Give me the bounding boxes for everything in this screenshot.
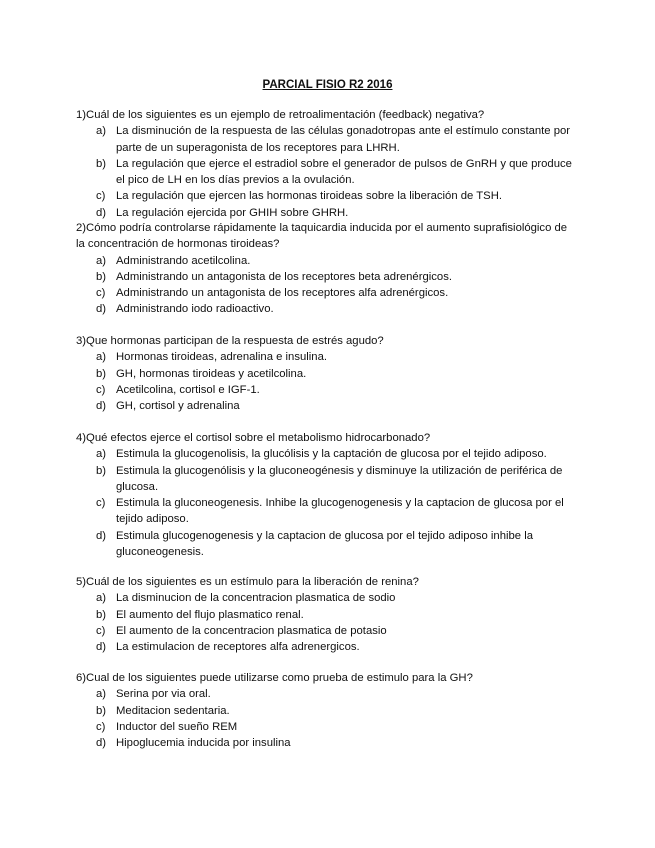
option-c: [76, 623, 576, 639]
option-letter: d): [96, 206, 107, 219]
question-stem: 4)Qué efectos ejerce el cortisol sobre el metabolismo hidrocarbonado?: [76, 432, 431, 444]
option-letter: a): [96, 592, 107, 605]
option-text: El aumento de la concentracion plasmatica de potasio: [116, 624, 387, 637]
option-d: [76, 301, 576, 317]
option-letter: c): [96, 497, 106, 510]
options-list: [76, 349, 576, 414]
question-4: [76, 430, 576, 560]
option-text: La disminución de la respuesta de las células gonadotropas ante el estímulo constante por parte de un superagonista de los receptores para LHRH.: [116, 125, 571, 154]
option-b: [76, 703, 576, 719]
option-letter: b): [96, 608, 107, 621]
question-6: [76, 670, 576, 751]
option-letter: a): [96, 448, 107, 461]
option-letter: b): [96, 270, 107, 283]
option-c: [76, 495, 576, 528]
option-text: Administrando un antagonista de los receptores alfa adrenérgicos.: [116, 287, 449, 300]
option-letter: b): [96, 464, 107, 477]
option-a: [76, 686, 576, 702]
options-list: [76, 686, 576, 751]
option-letter: a): [96, 688, 107, 701]
options-list: [76, 446, 576, 560]
option-d: [76, 398, 576, 414]
option-text: La estimulacion de receptores alfa adrenergicos.: [116, 641, 360, 654]
option-letter: b): [96, 704, 107, 717]
option-b: [76, 269, 576, 285]
option-d: [76, 639, 576, 655]
option-c: [76, 188, 576, 204]
option-letter: c): [96, 383, 106, 396]
question-stem: 6)Cual de los siguientes puede utilizarse como prueba de estimulo para la GH?: [76, 672, 473, 684]
option-letter: a): [96, 254, 107, 267]
option-letter: b): [96, 157, 107, 170]
option-text: Estimula la gluconeogenesis. Inhibe la glucogenogenesis y la captacion de glucosa por el tejido adiposo.: [116, 497, 564, 526]
option-letter: c): [96, 624, 106, 637]
question-5: [76, 574, 576, 655]
question-stem: 5)Cuál de los siguientes es un estímulo para la liberación de renina?: [76, 576, 419, 588]
option-text: Administrando un antagonista de los receptores beta adrenérgicos.: [116, 270, 452, 283]
option-c: [76, 719, 576, 735]
option-letter: d): [96, 737, 107, 750]
question-stem: 1)Cuál de los siguientes es un ejemplo de retroalimentación (feedback) negativa?: [76, 109, 485, 121]
question-1: [76, 107, 576, 221]
option-c: [76, 382, 576, 398]
option-a: [76, 590, 576, 606]
option-text: Serina por via oral.: [116, 688, 211, 701]
option-a: [76, 253, 576, 269]
option-letter: c): [96, 720, 106, 733]
option-text: Hormonas tiroideas, adrenalina e insulina.: [116, 351, 327, 364]
option-text: GH, cortisol y adrenalina: [116, 400, 240, 413]
option-d: [76, 735, 576, 751]
option-letter: a): [96, 125, 107, 138]
option-a: [76, 123, 576, 156]
option-text: La regulación ejercida por GHIH sobre GHRH.: [116, 206, 349, 219]
option-d: [76, 528, 576, 561]
option-letter: b): [96, 367, 107, 380]
options-list: [76, 590, 576, 655]
option-text: La regulación que ejercen las hormonas tiroideas sobre la liberación de TSH.: [116, 190, 502, 203]
question-3: [76, 333, 576, 414]
option-letter: d): [96, 400, 107, 413]
option-letter: d): [96, 303, 107, 316]
option-b: [76, 156, 576, 189]
option-letter: d): [96, 529, 107, 542]
option-text: Meditacion sedentaria.: [116, 704, 230, 717]
option-c: [76, 285, 576, 301]
option-text: La regulación que ejerce el estradiol sobre el generador de pulsos de GnRH y que produce el pico de LH en los días previos a la ovulación.: [116, 157, 572, 187]
option-b: [76, 607, 576, 623]
exam-title: PARCIAL FISIO R2 2016: [262, 79, 393, 91]
option-text: Acetilcolina, cortisol e IGF-1.: [116, 383, 260, 396]
option-text: Estimula la glucogenolisis, la glucólisis y la captación de glucosa por el tejido adiposo.: [116, 448, 547, 461]
option-text: Estimula la glucogenólisis y la gluconeogénesis y disminuye la utilización de periférica de glucosa.: [116, 464, 563, 493]
option-text: El aumento del flujo plasmatico renal.: [116, 608, 304, 621]
option-text: GH, hormonas tiroideas y acetilcolina.: [116, 367, 307, 380]
question-stem: 2)Cómo podría controlarse rápidamente la taquicardia inducida por el aumento suprafisiológico de la concentración de hormonas tiroideas?: [76, 222, 568, 251]
options-list: [76, 123, 576, 221]
options-list: [76, 253, 576, 318]
question-stem: 3)Que hormonas participan de la respuesta de estrés agudo?: [76, 335, 384, 347]
option-d: [76, 205, 576, 221]
option-text: Administrando iodo radioactivo.: [116, 303, 274, 316]
option-letter: a): [96, 351, 107, 364]
option-b: [76, 366, 576, 382]
option-a: [76, 446, 576, 462]
option-text: Hipoglucemia inducida por insulina: [116, 737, 291, 750]
option-letter: c): [96, 287, 106, 300]
option-b: [76, 463, 576, 496]
option-letter: d): [96, 641, 107, 654]
question-2: [76, 220, 576, 318]
option-a: [76, 349, 576, 365]
option-text: Administrando acetilcolina.: [116, 254, 251, 267]
option-text: La disminucion de la concentracion plasmatica de sodio: [116, 592, 396, 605]
option-letter: c): [96, 190, 106, 203]
option-text: Inductor del sueño REM: [116, 720, 238, 733]
option-text: Estimula glucogenogenesis y la captacion de glucosa por el tejido adiposo inhibe la gluconeogenesis.: [116, 529, 534, 559]
